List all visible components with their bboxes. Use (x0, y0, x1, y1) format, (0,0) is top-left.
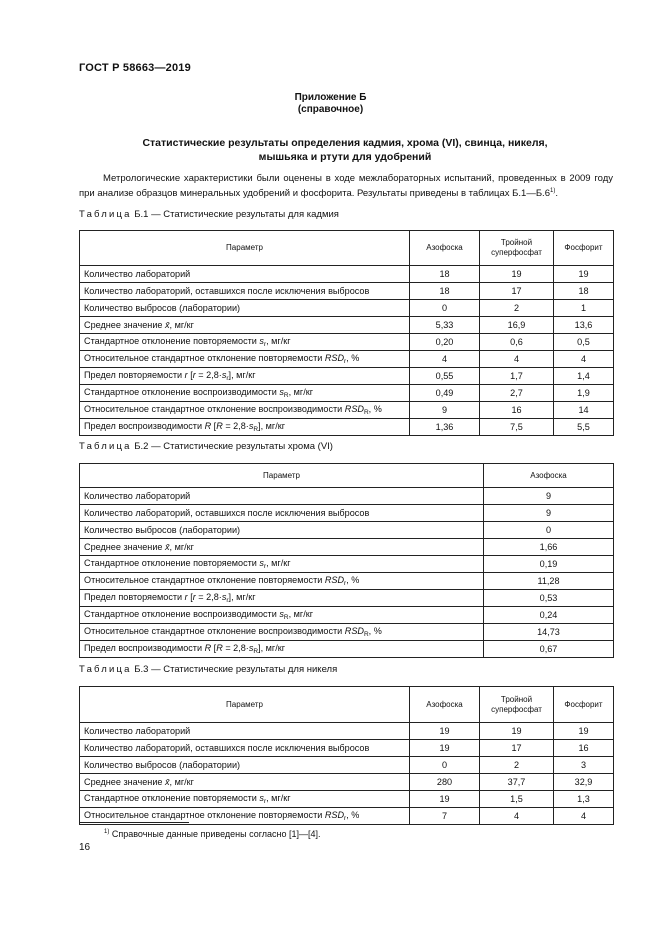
text-fragment: , мг/кг (266, 336, 291, 346)
table-row (80, 266, 614, 283)
table-cell-value: 19 (410, 740, 480, 757)
table-cell-label (80, 419, 410, 436)
text-fragment: r (226, 375, 229, 382)
table-cell-value: 5,33 (410, 317, 480, 334)
table-cell-label (80, 317, 410, 334)
table-cell-value: 0 (484, 522, 614, 539)
text-fragment: s (221, 592, 227, 602)
table-cell-value: 1,5 (480, 791, 554, 808)
table-row (80, 505, 614, 522)
table-row (80, 317, 614, 334)
text-fragment: Стандартное отклонение воспроизводимости (84, 609, 280, 619)
text-fragment: s (221, 370, 227, 380)
text-fragment: Стандартное отклонение повторяемости (84, 558, 260, 568)
text-fragment: ], мг/кг (258, 421, 286, 431)
table-cell-value: 1 (554, 300, 614, 317)
footnote-separator (79, 822, 189, 823)
table-cell-label (80, 556, 484, 573)
table-cell-value: 16 (480, 402, 554, 419)
table-cell-value: 0,6 (480, 334, 554, 351)
text-fragment: Предел повторяемости (84, 370, 185, 380)
text-fragment: = 2,8· (195, 370, 222, 380)
table-cell-value: 0,24 (484, 607, 614, 624)
col-header-phosphorite: Фосфорит (554, 231, 614, 266)
text-fragment: s (259, 558, 264, 568)
text-fragment: = 2,8· (222, 421, 249, 431)
text-fragment: ], мг/кг (258, 643, 286, 653)
table-cell-label: Количество лабораторий (80, 723, 410, 740)
text-fragment: R (363, 409, 369, 416)
text-fragment: = 2,8· (195, 592, 222, 602)
table-cell-value: 2 (480, 757, 554, 774)
table2-caption (79, 441, 333, 452)
table-cell-value: 4 (480, 351, 554, 368)
table3-nickel (79, 686, 614, 825)
text-fragment: r (263, 341, 267, 348)
table-row (80, 590, 614, 607)
text-fragment: , % (346, 353, 360, 363)
text-fragment: R (216, 643, 223, 653)
table-cell-label (80, 573, 484, 590)
table-cell-value: 1,4 (554, 368, 614, 385)
text-fragment: r (344, 580, 347, 587)
intro-paragraph (79, 172, 613, 200)
table-cell-value: 17 (480, 283, 554, 300)
table-row (80, 573, 614, 590)
text-fragment: [ (211, 643, 217, 653)
table-cell-label (80, 641, 484, 658)
table-cell-label: Количество выбросов (лаборатории) (80, 300, 410, 317)
table-row (80, 283, 614, 300)
appendix-title: Приложение Б (294, 92, 367, 103)
text-fragment: s (248, 643, 254, 653)
table-cell-label: Количество лабораторий (80, 488, 484, 505)
table-cell-value: 7,5 (480, 419, 554, 436)
text-fragment: x̄ (164, 777, 170, 787)
table-row (80, 757, 614, 774)
table-cell-value: 11,28 (484, 573, 614, 590)
table-cell-label (80, 624, 484, 641)
text-fragment: r (192, 592, 196, 602)
table-header-row (80, 464, 614, 488)
text-fragment: Относительное стандартное отклонение повторяемости (84, 810, 325, 820)
table-row (80, 740, 614, 757)
table-row (80, 402, 614, 419)
text-fragment: R (283, 614, 289, 621)
table-cell-label (80, 334, 410, 351)
text-fragment: RSD (324, 575, 345, 585)
col-header-phosphorite: Фосфорит (554, 687, 614, 723)
text-fragment: , мг/кг (266, 793, 291, 803)
text-fragment: RSD (324, 353, 345, 363)
table-cell-label (80, 774, 410, 791)
table-cell-value: 2 (480, 300, 554, 317)
text-fragment: Б.3 — Статистические результаты для никеля (131, 664, 338, 675)
col-header-azofoska: Азофоска (410, 231, 480, 266)
table-cell-value: 18 (410, 283, 480, 300)
table-cell-value: 13,6 (554, 317, 614, 334)
table-cell-value: 280 (410, 774, 480, 791)
table-cell-value: 19 (480, 266, 554, 283)
table-row (80, 791, 614, 808)
section-title-line2: мышьяка и ртути для удобрений (258, 151, 432, 163)
table-cell-value: 0,67 (484, 641, 614, 658)
table-cell-value: 1,9 (554, 385, 614, 402)
text-fragment: , % (346, 810, 360, 820)
table-cell-label: Количество лабораторий (80, 266, 410, 283)
text-fragment: r (226, 597, 229, 604)
table-row (80, 539, 614, 556)
text-fragment: s (259, 336, 264, 346)
text-fragment: Стандартное отклонение воспроизводимости (84, 387, 280, 397)
text-fragment: = 2,8· (222, 643, 249, 653)
text-fragment: r (263, 563, 267, 570)
appendix-subtitle: (справочное) (297, 104, 364, 115)
table-row (80, 624, 614, 641)
text-fragment: , мг/кг (266, 558, 291, 568)
table-cell-value: 3 (554, 757, 614, 774)
table-cell-value: 4 (410, 351, 480, 368)
table-cell-value: 4 (554, 808, 614, 825)
table3-caption (79, 664, 337, 675)
text-fragment: Б.2 — Статистические результаты хрома (VI) (131, 441, 333, 452)
table-cell-label: Количество выбросов (лаборатории) (80, 522, 484, 539)
table-cell-label (80, 590, 484, 607)
text-fragment: Относительное стандартное отклонение воспроизводимости (84, 404, 345, 414)
table-cell-value: 0,20 (410, 334, 480, 351)
text-fragment: r (344, 358, 347, 365)
table-cell-label (80, 607, 484, 624)
table-cell-value: 19 (410, 791, 480, 808)
col-header-parameter: Параметр (80, 687, 410, 723)
text-fragment: R (363, 631, 369, 638)
intro-text: Метрологические характеристики были оценены в ходе межлабораторных испытаний, проведенных в 2009 году при анализе образцов минеральных удобрений и фосфорита. Результаты приведены в таблицах Б.1—Б.6 (79, 173, 613, 199)
col-header-azofoska: Азофоска (484, 464, 614, 488)
text-fragment: r (184, 592, 188, 602)
table-row (80, 488, 614, 505)
table-cell-value: 17 (480, 740, 554, 757)
table-cell-value: 16 (554, 740, 614, 757)
text-fragment: , мг/кг (169, 542, 194, 552)
table-cell-value: 4 (554, 351, 614, 368)
text-fragment: ], мг/кг (228, 370, 256, 380)
table-cell-value: 0,55 (410, 368, 480, 385)
text-fragment: R (204, 421, 212, 431)
table-cell-value: 32,9 (554, 774, 614, 791)
table1-cadmium (79, 230, 614, 436)
text-fragment: [ (187, 592, 193, 602)
text-fragment: , мг/кг (169, 777, 194, 787)
table-row (80, 607, 614, 624)
table-cell-value: 1,66 (484, 539, 614, 556)
text-fragment: Среднее значение (84, 542, 165, 552)
table-cell-value: 9 (410, 402, 480, 419)
table-cell-value: 1,3 (554, 791, 614, 808)
text-fragment: [ (187, 370, 193, 380)
table-row (80, 334, 614, 351)
table-cell-label (80, 791, 410, 808)
text-fragment: s (279, 387, 284, 397)
table-cell-value: 0,53 (484, 590, 614, 607)
table-row (80, 351, 614, 368)
table-cell-label: Количество лабораторий, оставшихся после исключения выбросов (80, 505, 484, 522)
text-fragment: ], мг/кг (228, 592, 256, 602)
text-fragment: r (192, 370, 196, 380)
table-cell-label (80, 368, 410, 385)
table-cell-label: Количество лабораторий, оставшихся после исключения выбросов (80, 740, 410, 757)
table2-chromium (79, 463, 614, 658)
table-row (80, 419, 614, 436)
col-header-parameter: Параметр (80, 231, 410, 266)
appendix-heading (0, 92, 661, 116)
table-cell-value: 0,49 (410, 385, 480, 402)
table-cell-label (80, 385, 410, 402)
col-header-azofoska: Азофоска (410, 687, 480, 723)
text-fragment: s (259, 793, 264, 803)
table-row (80, 723, 614, 740)
text-fragment: , % (346, 575, 360, 585)
text-fragment: 1) (104, 829, 110, 835)
footnote (104, 829, 321, 839)
text-fragment: Относительное стандартное отклонение повторяемости (84, 353, 325, 363)
text-fragment: Таблица (79, 441, 132, 452)
table-row (80, 300, 614, 317)
table-row (80, 774, 614, 791)
page-number: 16 (79, 842, 91, 853)
section-title-line1: Статистические результаты определения кадмия, хрома (VI), свинца, никеля, (142, 137, 548, 149)
table-cell-value: 14 (554, 402, 614, 419)
table1-caption (79, 209, 339, 220)
table-cell-value: 19 (410, 723, 480, 740)
table-cell-value: 19 (480, 723, 554, 740)
table-cell-label: Количество лабораторий, оставшихся после исключения выбросов (80, 283, 410, 300)
table-cell-label (80, 351, 410, 368)
table-cell-value: 7 (410, 808, 480, 825)
text-fragment: RSD (344, 404, 364, 414)
text-fragment: Таблица (79, 209, 132, 220)
table-cell-value: 16,9 (480, 317, 554, 334)
text-fragment: r (344, 815, 347, 822)
table-cell-value: 5,5 (554, 419, 614, 436)
text-fragment: Предел воспроизводимости (84, 643, 205, 653)
footnote-ref: 1) (549, 188, 556, 194)
table-row (80, 368, 614, 385)
table-cell-label: Количество выбросов (лаборатории) (80, 757, 410, 774)
text-fragment: s (248, 421, 254, 431)
text-fragment: Б.1 — Статистические результаты для кадмия (131, 209, 339, 220)
table-row (80, 385, 614, 402)
text-fragment: Среднее значение (84, 320, 165, 330)
text-fragment: R (204, 643, 212, 653)
text-fragment: , мг/кг (288, 387, 314, 397)
section-title (79, 136, 611, 164)
text-fragment: x̄ (164, 542, 170, 552)
col-header-superphosphate: Тройной суперфосфат (480, 231, 554, 266)
col-header-parameter: Параметр (80, 464, 484, 488)
table-cell-value: 0,19 (484, 556, 614, 573)
table-cell-value: 4 (480, 808, 554, 825)
text-fragment: R (253, 426, 259, 433)
text-fragment: r (184, 370, 188, 380)
text-fragment: Предел повторяемости (84, 592, 185, 602)
table-cell-value: 18 (554, 283, 614, 300)
text-fragment: Относительное стандартное отклонение воспроизводимости (84, 626, 345, 636)
text-fragment: Таблица (79, 664, 132, 675)
document-id-header: ГОСТ Р 58663—2019 (79, 62, 191, 74)
text-fragment: Предел воспроизводимости (84, 421, 205, 431)
text-fragment: , % (368, 626, 382, 636)
text-fragment: RSD (344, 626, 364, 636)
text-fragment: Стандартное отклонение повторяемости (84, 336, 260, 346)
text-fragment: [ (211, 421, 217, 431)
table-header-row (80, 687, 614, 723)
text-fragment: Стандартное отклонение повторяемости (84, 793, 260, 803)
table-cell-value: 1,7 (480, 368, 554, 385)
table-cell-value: 0,5 (554, 334, 614, 351)
table-cell-value: 37,7 (480, 774, 554, 791)
table-cell-value: 2,7 (480, 385, 554, 402)
table-cell-value: 19 (554, 723, 614, 740)
table-cell-label (80, 539, 484, 556)
text-fragment: R (283, 392, 289, 399)
text-fragment: s (279, 609, 284, 619)
text-fragment: . (555, 188, 558, 199)
text-fragment: RSD (324, 810, 345, 820)
table-cell-value: 0 (410, 757, 480, 774)
text-fragment: r (263, 798, 267, 805)
table-row (80, 556, 614, 573)
table-cell-value: 1,36 (410, 419, 480, 436)
text-fragment: , мг/кг (169, 320, 194, 330)
col-header-superphosphate: Тройной суперфосфат (480, 687, 554, 723)
text-fragment: Относительное стандартное отклонение повторяемости (84, 575, 325, 585)
table-cell-value: 18 (410, 266, 480, 283)
text-fragment: x̄ (164, 320, 170, 330)
table-header-row (80, 231, 614, 266)
text-fragment: , % (368, 404, 382, 414)
text-fragment: R (253, 648, 259, 655)
table-row (80, 641, 614, 658)
text-fragment: Справочные данные приведены согласно [1]—[4]. (109, 829, 321, 839)
text-fragment: R (216, 421, 223, 431)
table-cell-value: 14,73 (484, 624, 614, 641)
table-cell-value: 9 (484, 505, 614, 522)
text-fragment: , мг/кг (288, 609, 314, 619)
table-cell-value: 0 (410, 300, 480, 317)
table-cell-label (80, 402, 410, 419)
text-fragment: Среднее значение (84, 777, 165, 787)
table-row (80, 522, 614, 539)
table-cell-value: 9 (484, 488, 614, 505)
table-cell-value: 19 (554, 266, 614, 283)
